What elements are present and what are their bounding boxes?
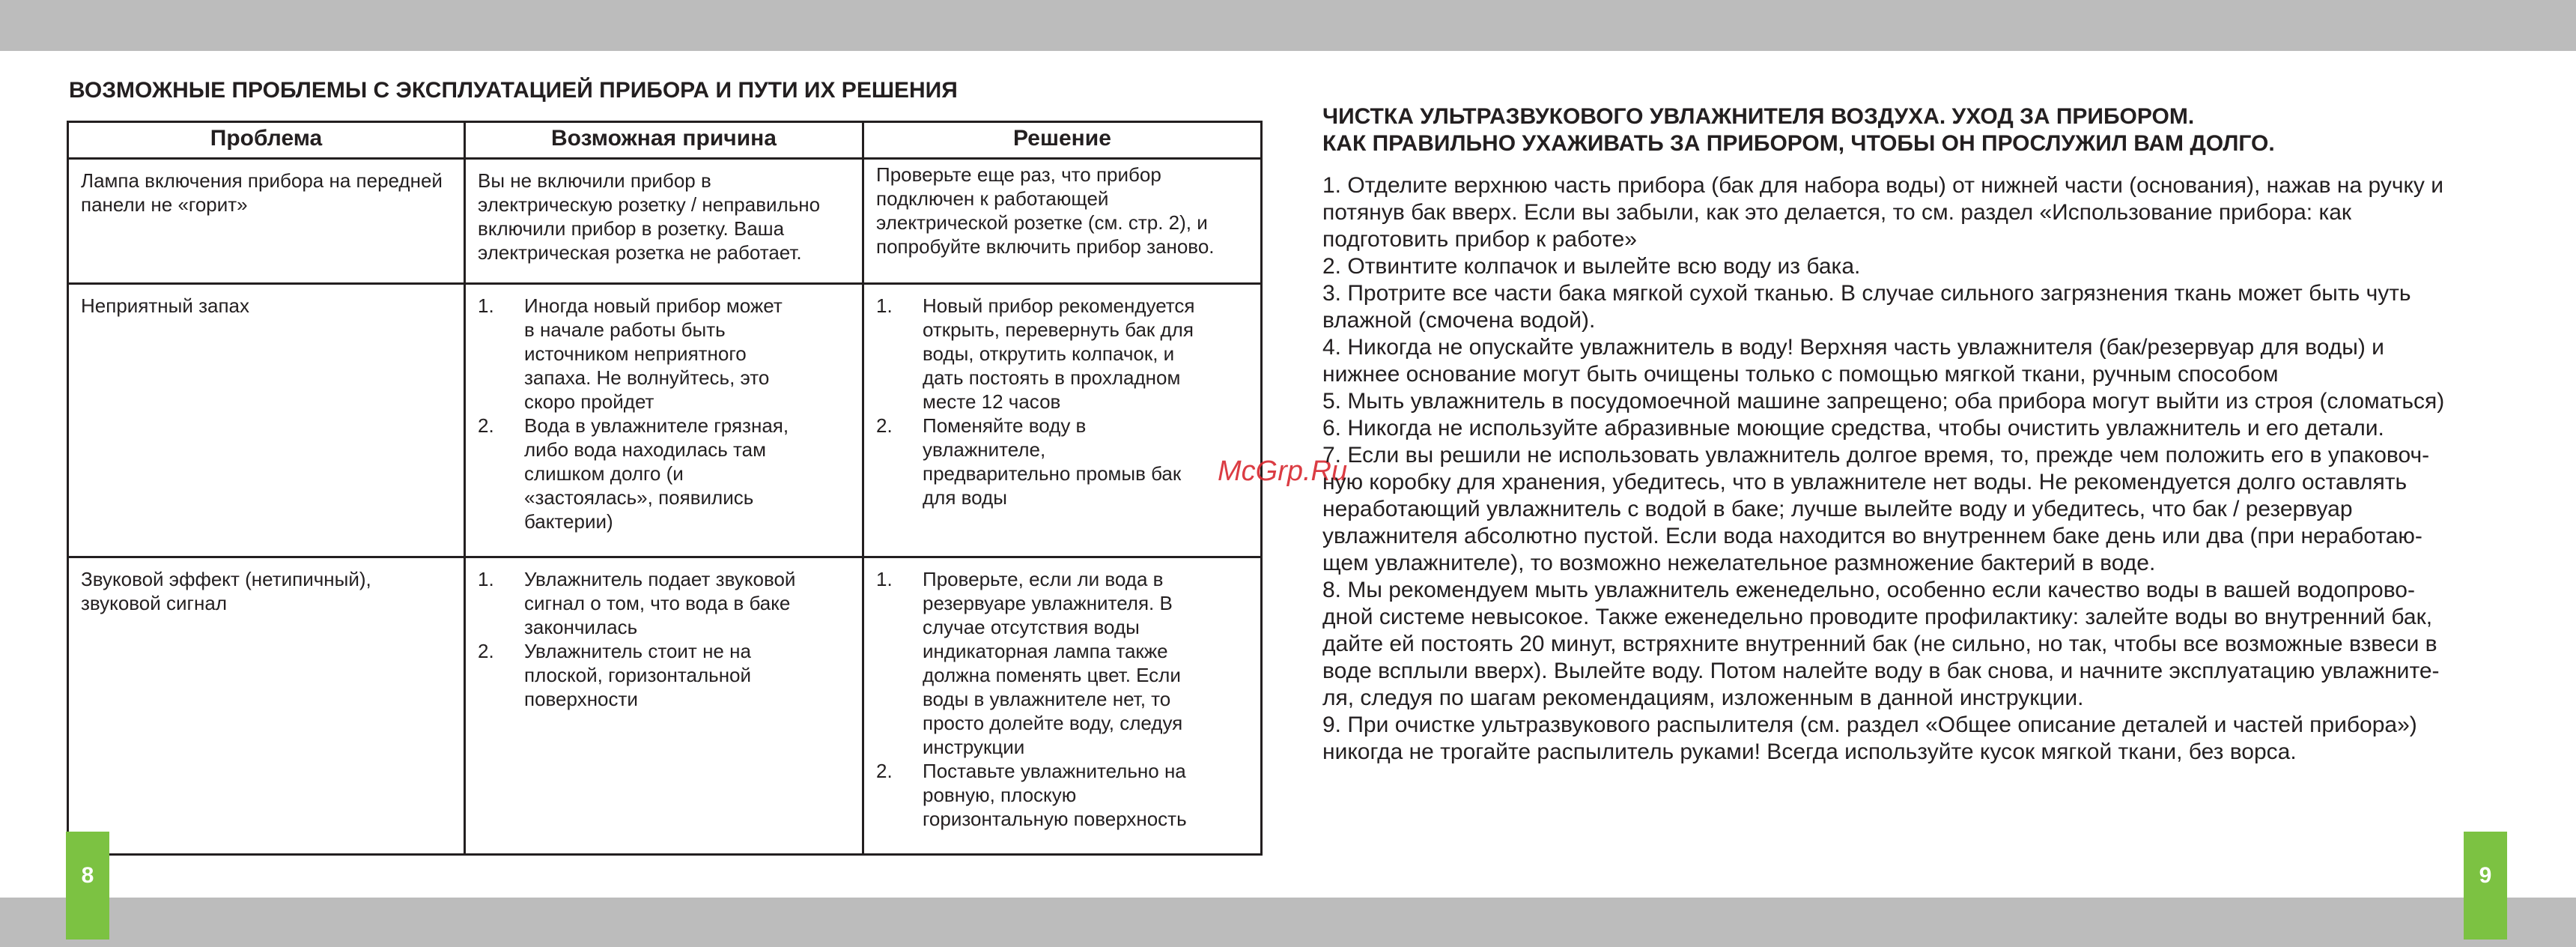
item-number: 2. bbox=[478, 414, 494, 437]
text-line: плоской, горизонтальной bbox=[524, 664, 752, 686]
cause-cell bbox=[465, 557, 863, 855]
text-line: подключен к работающей bbox=[876, 187, 1109, 210]
table-header-row bbox=[68, 122, 1262, 159]
text-line: инструкции bbox=[923, 736, 1025, 758]
item-number: 2. bbox=[876, 414, 893, 437]
text-line: запаха. Не волнуйтесь, это bbox=[524, 366, 770, 389]
text-line: воды в увлажнителе нет, то bbox=[923, 688, 1171, 710]
text-line: предварительно промыв бак bbox=[923, 462, 1182, 485]
text-line: 6. Никогда не используйте абразивные моющие средства, чтобы очистить увлажнитель и его детали. bbox=[1322, 416, 2384, 441]
page-number-right: 9 bbox=[2464, 832, 2507, 940]
text-line: Проверьте еще раз, что прибор bbox=[876, 163, 1161, 186]
right-page-title bbox=[1322, 103, 2275, 157]
text-line: неработающий увлажнитель с водой в баке; лучше вылейте воду и убедитесь, что бак / резервуар bbox=[1322, 497, 2353, 521]
text-line: 2. Отвинтите колпачок и вылейте всю воду из бака. bbox=[1322, 254, 1861, 279]
text-line: 1. Отделите верхнюю часть прибора (бак для набора воды) от нижней части (основания), нажав на ручку и bbox=[1322, 173, 2444, 198]
list-item bbox=[478, 567, 851, 639]
list-item bbox=[478, 414, 851, 533]
solution-list bbox=[876, 567, 1250, 831]
text-line: 3. Протрите все части бака мягкой сухой тканью. В случае сильного загрязнения ткань может быть чуть bbox=[1322, 281, 2411, 306]
text-line: Лампа включения прибора на передней bbox=[81, 169, 443, 192]
text-line: слишком долго (и bbox=[524, 462, 684, 485]
text-line: источником неприятного bbox=[524, 342, 747, 365]
watermark: McGrp.Ru bbox=[1218, 456, 1348, 487]
text-line: увлажнителя абсолютно пустой. Если вода находится во внутреннем баке день или два (при неработаю- bbox=[1322, 524, 2422, 548]
text-line: Поставьте увлажнительно на bbox=[923, 760, 1186, 782]
text-line: Увлажнитель стоит не на bbox=[524, 640, 751, 662]
text-line: ную коробку для хранения, убедитесь, что в увлажнителе нет воды. Не рекомендуется долго оставлять bbox=[1322, 470, 2408, 494]
text-line: нижнее основание могут быть очищены только с помощью мягкой ткани, ручным способом bbox=[1322, 362, 2279, 387]
text-line: для воды bbox=[923, 486, 1007, 509]
text-line: воды, открутить колпачок, и bbox=[923, 342, 1175, 365]
list-item bbox=[478, 639, 851, 711]
text-line: электрическая розетка не работает. bbox=[478, 241, 802, 264]
bottom-band bbox=[0, 898, 2576, 947]
table-row bbox=[68, 557, 1262, 855]
solution-cell bbox=[863, 284, 1262, 557]
text-line: открыть, перевернуть бак для bbox=[923, 318, 1194, 341]
table-row bbox=[68, 284, 1262, 557]
list-item bbox=[876, 414, 1250, 509]
text-line: Проверьте, если ли вода в bbox=[923, 568, 1164, 590]
text-line: увлажнителе, bbox=[923, 438, 1046, 461]
cause-list bbox=[478, 567, 851, 711]
text-line: Новый прибор рекомендуется bbox=[923, 294, 1195, 317]
text-line: 9. При очистке ультразвукового распылителя (см. раздел «Общее описание деталей и частей прибора») bbox=[1322, 712, 2417, 737]
text-line: случае отсутствия воды bbox=[923, 616, 1140, 638]
text-line: подготовить прибор к работе» bbox=[1322, 227, 1637, 252]
header-cause: Возможная причина bbox=[465, 122, 863, 159]
cause-cell bbox=[465, 159, 863, 284]
item-number: 2. bbox=[876, 760, 893, 782]
list-item bbox=[876, 567, 1250, 759]
cause-list bbox=[478, 294, 851, 533]
left-page-title: ВОЗМОЖНЫЕ ПРОБЛЕМЫ С ЭКСПЛУАТАЦИЕЙ ПРИБОРА И ПУТИ ИХ РЕШЕНИЯ bbox=[69, 78, 958, 103]
text-line: дайте ей постоять 20 минут, встряхните внутренний бак (не сильно, но так, чтобы все возможные взвеси в bbox=[1322, 632, 2437, 656]
text-line: никогда не трогайте распылитель руками! Всегда используйте кусок мягкой ткани, без ворса. bbox=[1322, 739, 2297, 764]
text-line: Вода в увлажнителе грязная, bbox=[524, 414, 789, 437]
text-line: влажной (смочена водой). bbox=[1322, 308, 1596, 333]
text-line: в начале работы быть bbox=[524, 318, 726, 341]
text-line: горизонтальную поверхность bbox=[923, 808, 1187, 830]
table-row bbox=[68, 159, 1262, 284]
header-problem: Проблема bbox=[68, 122, 465, 159]
title-line: КАК ПРАВИЛЬНО УХАЖИВАТЬ ЗА ПРИБОРОМ, ЧТОБЫ ОН ПРОСЛУЖИЛ ВАМ ДОЛГО. bbox=[1322, 131, 2275, 156]
solution-list bbox=[876, 294, 1250, 509]
cleaning-instructions bbox=[1322, 172, 2506, 766]
text-line: 5. Мыть увлажнитель в посудомоечной машине запрещено; оба прибора могут выйти из строя (сломаться) bbox=[1322, 389, 2445, 414]
text-line: 7. Если вы решили не использовать увлажнитель долгое время, то, прежде чем положить его в упаковоч- bbox=[1322, 443, 2430, 468]
text-line: Неприятный запах bbox=[81, 294, 249, 317]
text-line: ля, следуя по шагам рекомендациям, изложенным в данной инструкции. bbox=[1322, 686, 2084, 710]
item-number: 1. bbox=[478, 568, 494, 590]
problems-table bbox=[67, 121, 1263, 856]
text-line: звуковой сигнал bbox=[81, 592, 228, 614]
item-number: 1. bbox=[478, 294, 494, 317]
text-line: ровную, плоскую bbox=[923, 784, 1077, 806]
list-item bbox=[876, 759, 1250, 831]
top-band bbox=[0, 0, 2576, 51]
text-line: просто долейте воду, следуя bbox=[923, 712, 1183, 734]
text-line: щем увлажнителе), то возможно нежелательное размножение бактерий в воде. bbox=[1322, 551, 2156, 575]
list-item bbox=[876, 294, 1250, 414]
text-line: Звуковой эффект (нетипичный), bbox=[81, 568, 371, 590]
text-line: дать постоять в прохладном bbox=[923, 366, 1181, 389]
text-line: индикаторная лампа также bbox=[923, 640, 1168, 662]
page-number-left: 8 bbox=[66, 832, 109, 940]
text-line: сигнал о том, что вода в баке bbox=[524, 592, 791, 614]
solution-cell bbox=[863, 159, 1262, 284]
header-solution: Решение bbox=[863, 122, 1262, 159]
item-number: 1. bbox=[876, 568, 893, 590]
text-line: панели не «горит» bbox=[81, 193, 248, 216]
text-line: 8. Мы рекомендуем мыть увлажнитель еженедельно, особенно если качество воды в вашей водопрово- bbox=[1322, 578, 2415, 602]
text-line: Увлажнитель подает звуковой bbox=[524, 568, 796, 590]
text-line: попробуйте включить прибор заново. bbox=[876, 235, 1215, 258]
text-line: поверхности bbox=[524, 688, 638, 710]
text-line: электрической розетке (см. стр. 2), и bbox=[876, 211, 1208, 234]
text-line: дной системе невысокое. Также еженедельно проводите профилактику: залейте воды во внутренний бак, bbox=[1322, 605, 2433, 629]
text-line: должна поменять цвет. Если bbox=[923, 664, 1181, 686]
title-line: ЧИСТКА УЛЬТРАЗВУКОВОГО УВЛАЖНИТЕЛЯ ВОЗДУХА. УХОД ЗА ПРИБОРОМ. bbox=[1322, 104, 2195, 129]
text-line: бактерии) bbox=[524, 510, 613, 533]
list-item bbox=[478, 294, 851, 414]
text-line: резервуаре увлажнителя. В bbox=[923, 592, 1173, 614]
solution-cell bbox=[863, 557, 1262, 855]
text-line: месте 12 часов bbox=[923, 390, 1061, 413]
text-line: «застоялась», появились bbox=[524, 486, 754, 509]
text-line: потянув бак вверх. Если вы забыли, как это делается, то см. раздел «Использование прибора: как bbox=[1322, 200, 2352, 225]
text-line: Вы не включили прибор в bbox=[478, 169, 711, 192]
text-line: Поменяйте воду в bbox=[923, 414, 1087, 437]
text-line: скоро пройдет bbox=[524, 390, 654, 413]
text-line: закончилась bbox=[524, 616, 638, 638]
text-line: 4. Никогда не опускайте увлажнитель в воду! Верхняя часть увлажнителя (бак/резервуар для воды) и bbox=[1322, 335, 2384, 360]
text-line: либо вода находилась там bbox=[524, 438, 766, 461]
problem-cell bbox=[68, 557, 465, 855]
text-line: Иногда новый прибор может bbox=[524, 294, 783, 317]
text-line: электрическую розетку / неправильно bbox=[478, 193, 821, 216]
cause-cell bbox=[465, 284, 863, 557]
text-line: включили прибор в розетку. Ваша bbox=[478, 217, 785, 240]
item-number: 1. bbox=[876, 294, 893, 317]
item-number: 2. bbox=[478, 640, 494, 662]
problem-cell bbox=[68, 284, 465, 557]
text-line: воде всплыли вверх). Вылейте воду. Потом налейте воду в бак снова, и начните эксплуатацию увлажните- bbox=[1322, 659, 2440, 683]
problem-cell bbox=[68, 159, 465, 284]
